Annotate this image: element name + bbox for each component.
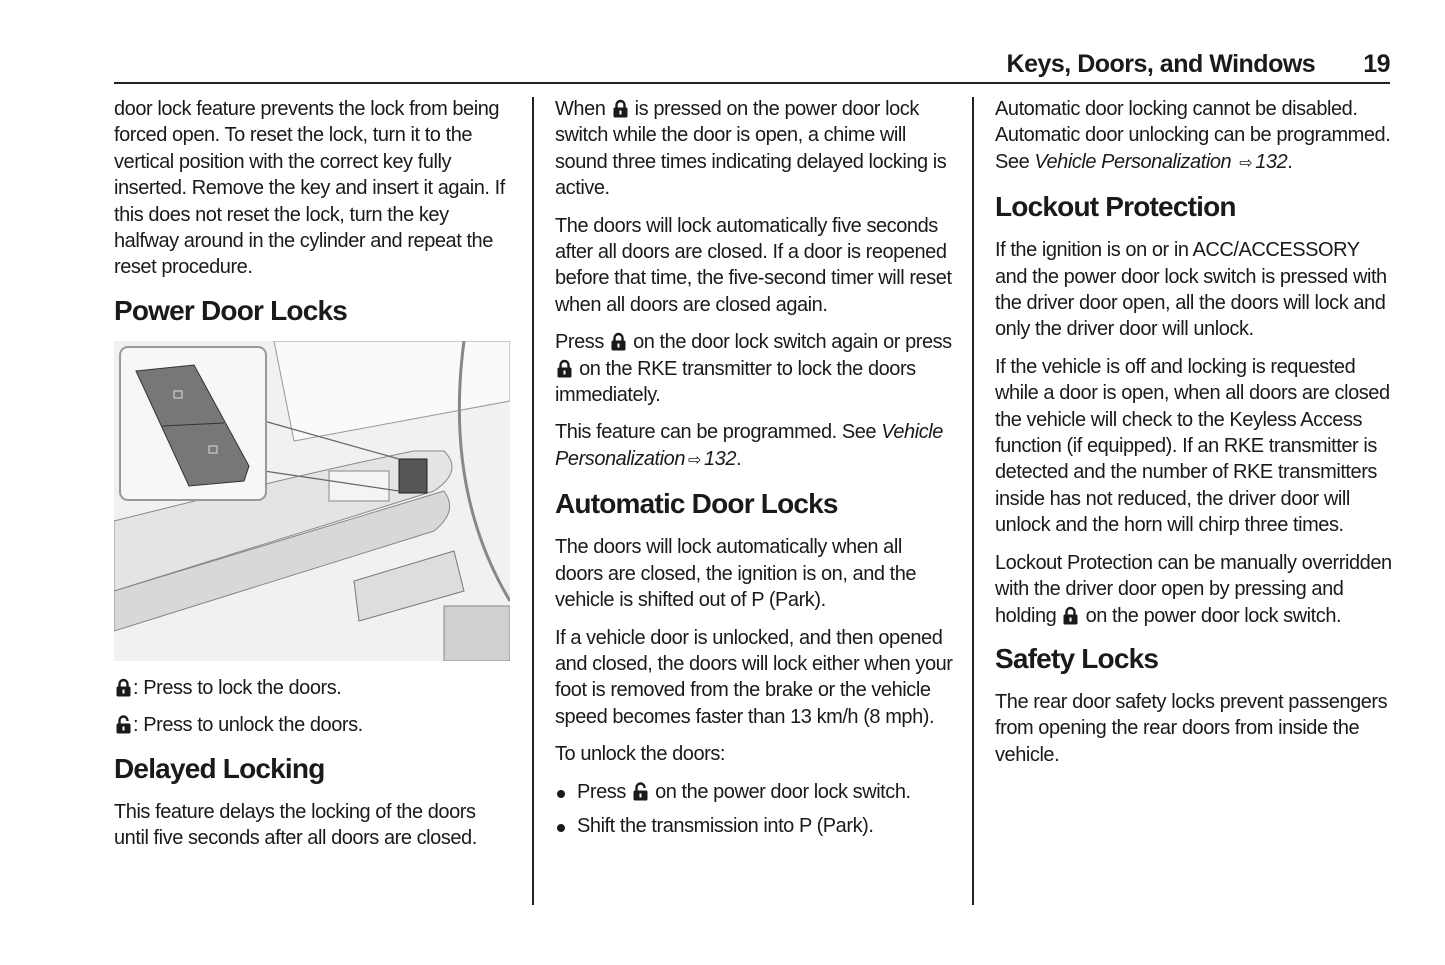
lock-icon [611, 332, 626, 351]
lockout-paragraph-1: If the ignition is on or in ACC/ACCESSORY and the power door lock switch is pressed with the driver door open, all the doors will lock and only the driver door will unlock. [995, 239, 1387, 341]
auto-locks-paragraph: The doors will lock automatically when all doors are closed, the ignition is on, and the vehicle is shifted out of P (Park). [555, 536, 917, 612]
column-divider [972, 97, 974, 905]
running-header [1007, 50, 1390, 79]
relock-paragraph: If a vehicle door is unlocked, and then opened and closed, the doors will lock either when your foot is removed from the brake or the vehicle speed becomes faster than 13 km/h (8 mph). [555, 626, 953, 728]
text: Press [577, 780, 626, 803]
list-item [555, 779, 953, 805]
door-lock-switch-illustration [114, 341, 510, 661]
header-rule [114, 82, 1390, 84]
text: Press [555, 331, 604, 354]
delayed-locking-paragraph: This feature delays the locking of the doors until five seconds after all doors are closed. [114, 800, 477, 850]
lock-immediately-paragraph [555, 329, 953, 408]
text: When [555, 98, 606, 120]
cross-reference-page[interactable]: 132 [1255, 150, 1288, 173]
programmable-paragraph: This feature can be programmed. See Vehicle Personalization ⇨ 132. [555, 421, 943, 470]
lock-icon [557, 359, 572, 378]
unlock-icon [116, 715, 131, 734]
cross-reference-arrow-icon: ⇨ [688, 451, 701, 469]
cross-reference-page[interactable]: 132 [703, 447, 736, 470]
legend-unlock [114, 712, 510, 738]
reset-lock-paragraph: door lock feature prevents the lock from being forced open. To reset the lock, turn it to the vertical position with the correct key fully inserted. Remove the key and insert it again. If this does not reset the lock, turn the key halfway around in the cylinder and repeat the reset procedure. [114, 98, 505, 279]
cross-reference-link[interactable]: Vehicle Personalization [1034, 150, 1232, 173]
page-number: 19 [1363, 50, 1390, 78]
text: on the RKE transmitter to lock the doors immediately. [555, 357, 916, 407]
text: on the power door lock switch. [1085, 604, 1342, 627]
cross-reference-arrow-icon: ⇨ [1239, 154, 1253, 172]
auto-locking-programming-paragraph: Automatic door locking cannot be disabled. Automatic door unlocking can be programmed. See Vehicle Personalization ⇨ 132. [995, 98, 1391, 173]
lock-icon [116, 678, 131, 697]
text: is pressed on the power door lock switch while the door is open, a chime will sound three times indicating delayed locking is active. [555, 98, 947, 200]
unlock-icon [633, 782, 648, 801]
column-1 [114, 96, 510, 862]
legend-lock [114, 675, 510, 701]
section-title: Keys, Doors, and Windows [1006, 50, 1316, 78]
delayed-chime-paragraph [555, 96, 953, 202]
text: Lockout Protection can be manually overridden with the driver door open by pressing and holding [995, 551, 1392, 627]
heading-delayed-locking: Delayed Locking [114, 752, 325, 784]
lock-icon [613, 99, 628, 118]
list-item: Shift the transmission into P (Park). [555, 813, 953, 839]
text: on the door lock switch again or press [633, 331, 952, 354]
heading-automatic-door-locks: Automatic Door Locks [555, 488, 838, 520]
unlock-steps-list [555, 779, 953, 840]
column-3 [995, 96, 1393, 779]
legend-lock-text: : Press to lock the doors. [133, 676, 342, 699]
auto-lock-timer-paragraph: The doors will lock automatically five seconds after all doors are closed. If a door is reopened before that time, the five-second timer will reset when all doors are closed again. [555, 214, 952, 316]
column-divider [532, 97, 534, 905]
heading-safety-locks: Safety Locks [995, 642, 1159, 674]
unlock-intro: To unlock the doors: [555, 743, 725, 766]
heading-lockout-protection: Lockout Protection [995, 191, 1236, 223]
legend-unlock-text: : Press to unlock the doors. [133, 714, 363, 737]
safety-locks-paragraph: The rear door safety locks prevent passengers from opening the rear doors from inside the vehicle. [995, 690, 1388, 766]
column-2 [555, 96, 953, 847]
text: Automatic door locking cannot be disabled. Automatic door unlocking can be programmed. See [995, 98, 1391, 173]
text: This feature can be programmed. See [555, 421, 877, 444]
cross-reference-link[interactable]: Vehicle Personalization [555, 421, 943, 470]
heading-power-door-locks: Power Door Locks [114, 294, 348, 326]
text: on the power door lock switch. [655, 780, 911, 803]
lock-icon [1063, 606, 1078, 625]
lockout-paragraph-2: If the vehicle is off and locking is requested while a door is open, when all doors are closed the vehicle will check to the Keyless Access function (if equipped). If an RKE transmitter is detected and the number of RKE transmitters inside has not reduced, the driver door will unlock and the horn will chirp three times. [995, 355, 1390, 537]
lockout-override-paragraph [995, 550, 1393, 629]
